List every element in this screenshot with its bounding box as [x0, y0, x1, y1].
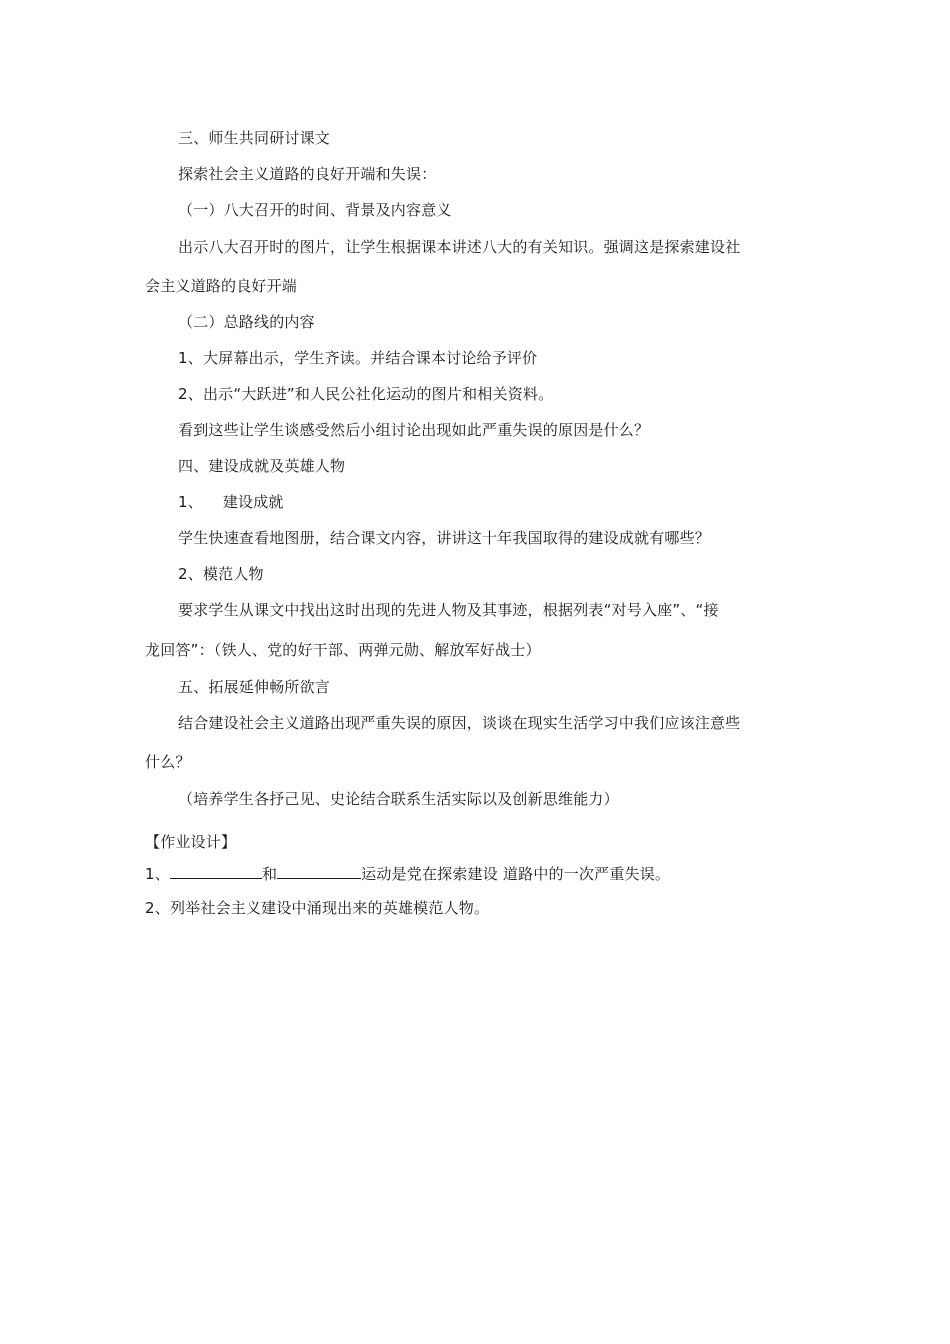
section-heading-5: 五、拓展延伸畅所欲言 — [178, 678, 331, 696]
paragraph-line: 看到这些让学生谈感受然后小组讨论出现如此严重失误的原因是什么？ — [178, 421, 650, 439]
section-heading-4: 四、建设成就及英雄人物 — [178, 457, 346, 475]
paragraph-line: 探索社会主义道路的良好开端和失误： — [178, 165, 437, 183]
paragraph-line: 结合建设社会主义道路出现严重失误的原因，谈谈在现实生活学习中我们应该注意些 — [178, 714, 741, 732]
paragraph-line: 2、出示“大跃进”和人民公社化运动的图片和相关资料。 — [178, 385, 554, 403]
paragraph-line: 什么？ — [145, 753, 191, 771]
subsection-heading: （一）八大召开的时间、背景及内容意义 — [178, 201, 452, 219]
subsection-heading: （二）总路线的内容 — [178, 313, 315, 331]
question-text: 和 — [261, 865, 278, 883]
list-item: 2、模范人物 — [178, 565, 264, 583]
question-number: 1、 — [145, 865, 170, 883]
homework-heading: 【作业设计】 — [145, 833, 237, 851]
paragraph-line: 学生快速查看地图册，结合课文内容，讲讲这十年我国取得的建设成就有哪些？ — [178, 529, 711, 547]
section-heading-3: 三、师生共同研讨课文 — [178, 129, 331, 147]
fill-blank-2[interactable] — [277, 864, 361, 879]
paragraph-line: 出示八大召开时的图片，让学生根据课本讲述八大的有关知识。强调这是探索建设社 — [178, 238, 741, 256]
paragraph-line: 会主义道路的良好开端 — [145, 277, 298, 295]
paragraph-line: （培养学生各抒己见、史论结合联系生活实际以及创新思维能力） — [178, 790, 619, 808]
paragraph-line: 1、大屏幕出示，学生齐读。并结合课本讨论给予评价 — [178, 349, 538, 367]
list-item: 1、 建设成就 — [178, 493, 284, 511]
homework-question-2: 2、列举社会主义建设中涌现出来的英雄模范人物。 — [145, 899, 490, 917]
fill-blank-1[interactable] — [170, 864, 262, 879]
homework-question-1 — [145, 864, 670, 884]
paragraph-line: 龙回答”：（铁人、党的好干部、两弹元勋、解放军好战士） — [145, 641, 541, 659]
question-text: 运动是党在探索建设 道路中的一次严重失误。 — [361, 865, 671, 883]
paragraph-line: 要求学生从课文中找出这时出现的先进人物及其事迹，根据列表“对号入座”、“接 — [178, 601, 719, 619]
